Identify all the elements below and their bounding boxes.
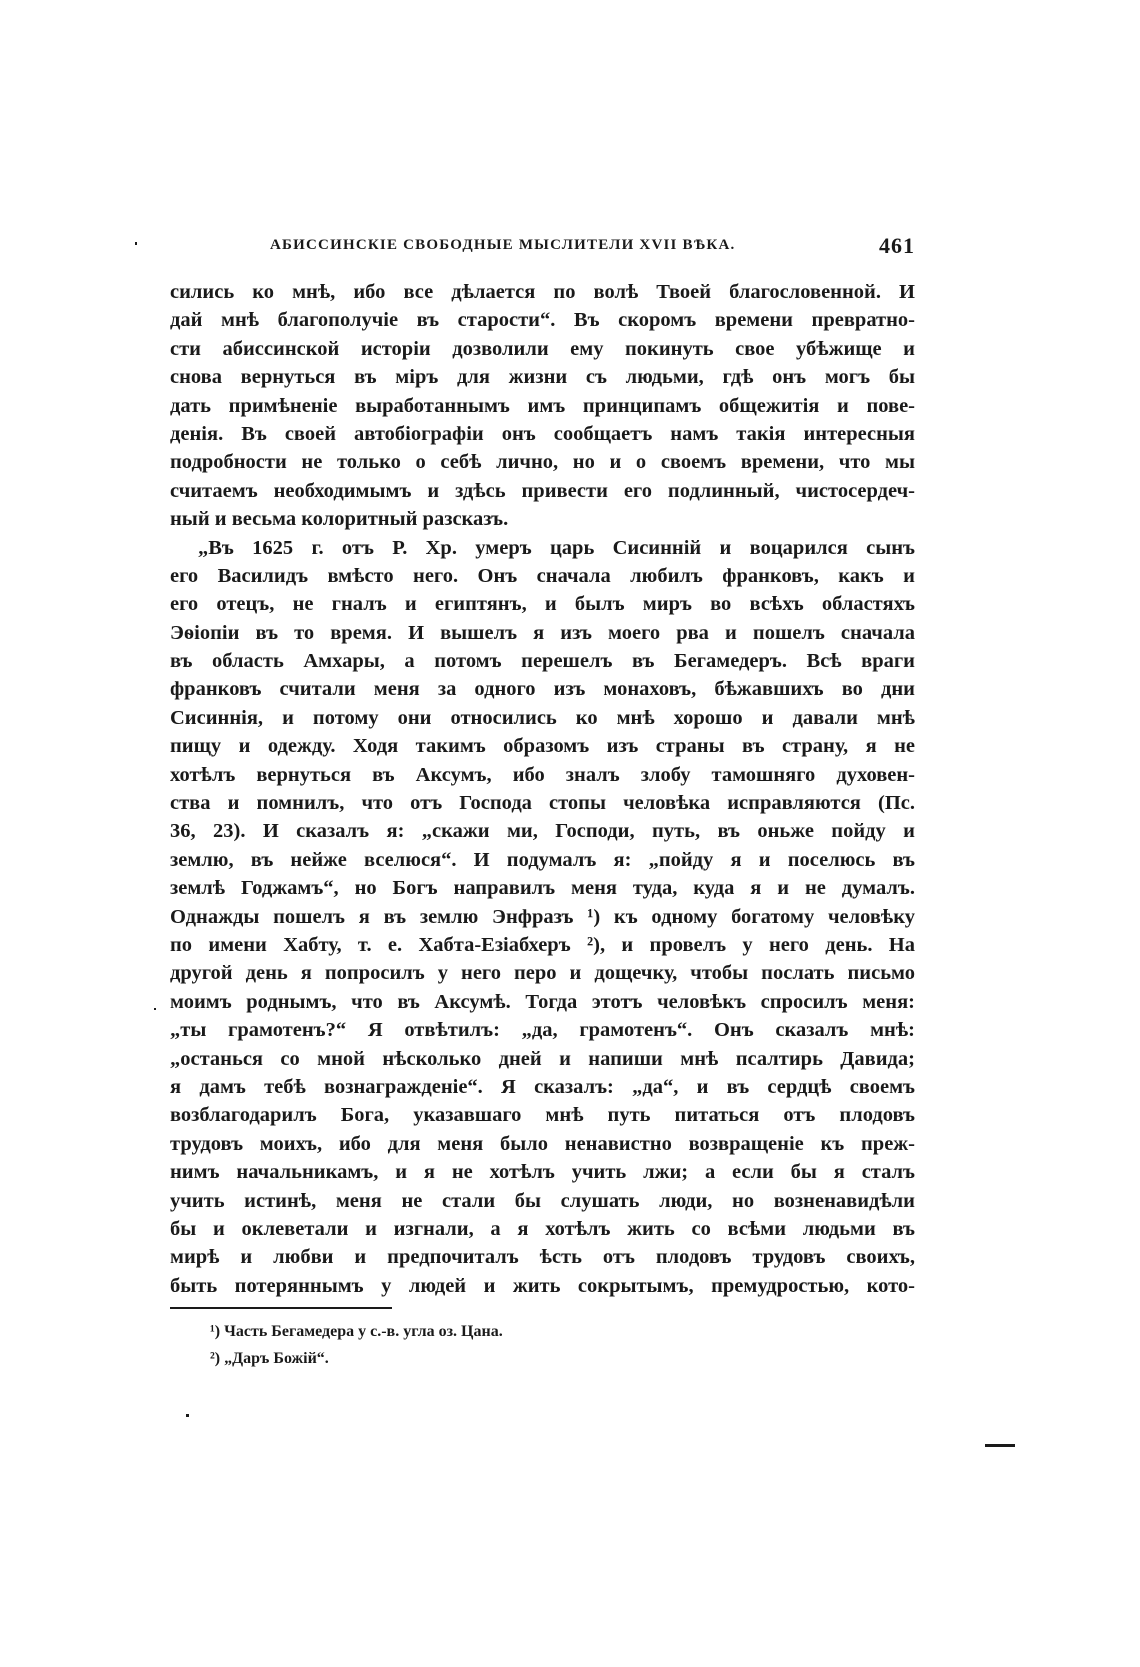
text-line: бы и оклеветали и изгнали, а я хотѣлъ жить со всѣми людьми въ [170, 1217, 915, 1240]
paragraph-start-line: „Въ 1625 г. отъ Р. Хр. умеръ царь Сисинній и воцарился сынъ [198, 536, 915, 559]
footnotes [210, 1318, 810, 1372]
text-line: дай мнѣ благополучіе въ старости“. Въ скоромъ времени превратно- [170, 309, 915, 332]
text-line: землѣ Годжамъ“, но Богъ направилъ меня туда, куда я и не думалъ. [170, 877, 915, 900]
text-line: денія. Въ своей автобіографіи онъ сообщаетъ намъ такія интересныя [170, 422, 915, 445]
text-line: Однажды пошелъ я въ землю Энфразъ ¹) къ одному богатому человѣку [170, 905, 915, 928]
text-line: въ область Амхары, а потомъ перешелъ въ Бегамедеръ. Всѣ враги [170, 650, 915, 673]
text-line: трудовъ моихъ, ибо для меня было ненавистно возвращеніе къ преж- [170, 1132, 915, 1155]
text-line: нимъ начальникамъ, и я не хотѣлъ учить лжи; а если бы я сталъ [170, 1161, 915, 1184]
text-line: моимъ роднымъ, что въ Аксумѣ. Тогда этотъ человѣкъ спросилъ меня: [170, 990, 915, 1013]
text-line: 36, 23). И сказалъ я: „скажи ми, Господи, путь, въ оньже пойду и [170, 820, 915, 843]
text-line: ства и помнилъ, что отъ Господа стопы человѣка исправляются (Пс. [170, 792, 915, 815]
text-line: сти абиссинской исторіи дозволили ему покинуть свое убѣжище и [170, 337, 915, 360]
text-line: снова вернуться въ міръ для жизни съ людьми, гдѣ онъ могъ бы [170, 366, 915, 389]
text-line: другой день я попросилъ у него перо и дощечку, чтобы послать письмо [170, 962, 915, 985]
page-number: 461 [879, 233, 915, 258]
text-line: его Василидъ вмѣсто него. Онъ сначала любилъ франковъ, какъ и [170, 564, 915, 587]
text-line: „ты грамотенъ?“ Я отвѣтилъ: „да, грамотенъ“. Онъ сказалъ мнѣ: [170, 1019, 915, 1042]
text-line: учить истинѣ, меня не стали бы слушать люди, но возненавидѣли [170, 1189, 915, 1212]
text-line: пищу и одежду. Ходя такимъ образомъ изъ страны въ страну, я не [170, 735, 915, 758]
text-line: Сисиннія, и потому они относились ко мнѣ хорошо и давали мнѣ [170, 706, 915, 729]
text-line: мирѣ и любви и предпочиталъ ѣсть отъ плодовъ трудовъ своихъ, [170, 1246, 915, 1269]
text-line: я дамъ тебѣ вознагражденіе“. Я сказалъ: „да“, и въ сердцѣ своемъ [170, 1075, 915, 1098]
text-line: Эѳіопіи въ то время. И вышелъ я изъ моего рва и пошелъ сначала [170, 621, 915, 644]
text-line: по имени Хабту, т. е. Хабта-Езіабхеръ ²), и провелъ у него день. На [170, 933, 915, 956]
footnote-1: ¹) Часть Бегамедера у с.-в. угла оз. Цана. [210, 1323, 503, 1340]
scan-artifact-dot [186, 1414, 189, 1417]
text-line: дать примѣненіе выработаннымъ имъ принципамъ общежитія и пове- [170, 394, 915, 417]
scan-artifact-dot [154, 1008, 156, 1010]
running-head [270, 233, 915, 263]
scan-artifact-dot [135, 242, 137, 245]
body-text [170, 278, 915, 1300]
running-title: АБИССИНСКІЕ СВОБОДНЫЕ МЫСЛИТЕЛИ XVII ВѢКА. [270, 237, 736, 253]
footnote-2: ²) „Даръ Божій“. [210, 1350, 329, 1367]
text-line: сились ко мнѣ, ибо все дѣлается по волѣ Твоей благословенной. И [170, 281, 915, 303]
text-line: его отецъ, не гналъ и египтянъ, и былъ миръ во всѣхъ областяхъ [170, 593, 915, 616]
text-line: „останься со мной нѣсколько дней и напиши мнѣ псалтирь Давида; [170, 1047, 915, 1070]
text-line: быть потеряннымъ у людей и жить сокрытымъ, премудростью, кото- [170, 1274, 915, 1297]
scan-artifact-dash [985, 1444, 1015, 1447]
text-line: землю, въ нейже вселюся“. И подумалъ я: „пойду я и поселюсь въ [170, 848, 915, 871]
text-line: подробности не только о себѣ лично, но и о своемъ времени, что мы [170, 451, 915, 474]
text-line: возблагодарилъ Бога, указавшаго мнѣ путь питаться отъ плодовъ [170, 1104, 915, 1127]
text-line: ный и весьма колоритный разсказъ. [170, 508, 509, 531]
text-line: считаемъ необходимымъ и здѣсь привести его подлинный, чистосердеч- [170, 479, 915, 502]
footnote-divider [170, 1307, 392, 1309]
text-line: хотѣлъ вернуться въ Аксумъ, ибо зналъ злобу тамошняго духовен- [170, 763, 915, 786]
text-line: франковъ считали меня за одного изъ монаховъ, бѣжавшихъ во дни [170, 678, 915, 701]
